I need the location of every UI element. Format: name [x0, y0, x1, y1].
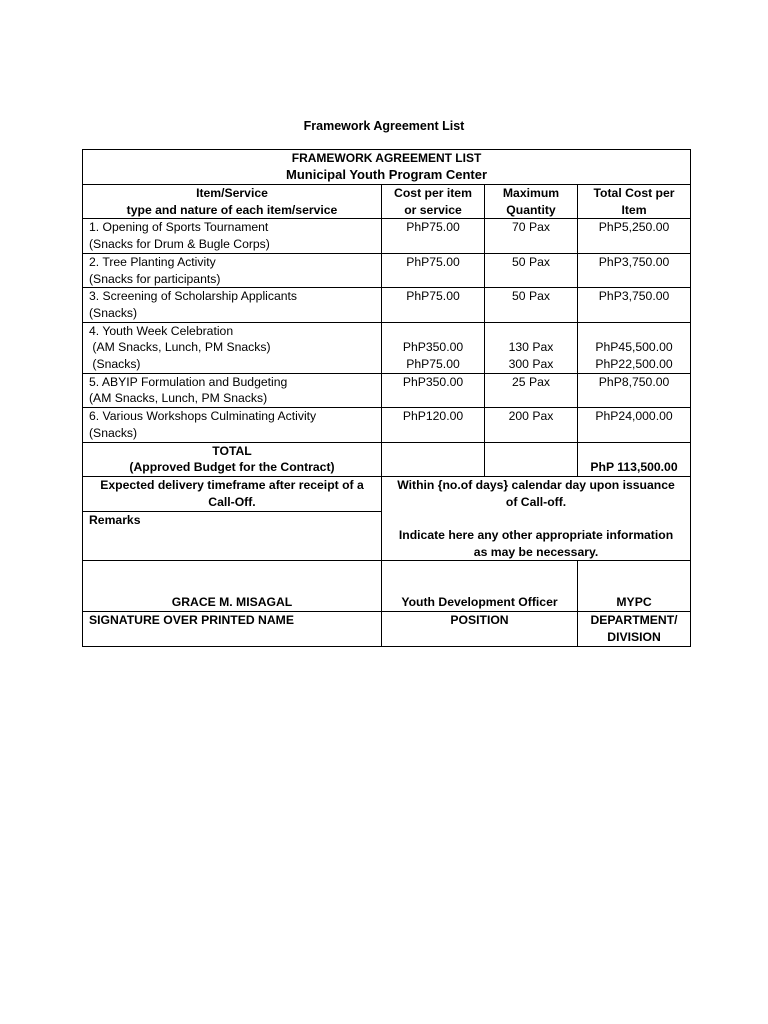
item-detail-2: (Snacks)	[89, 357, 141, 372]
department-label	[578, 612, 691, 646]
department-label-l2: DIVISION	[607, 630, 661, 645]
item-detail: (Snacks)	[89, 305, 138, 320]
total-value-cell	[578, 442, 691, 476]
table-row	[83, 219, 691, 253]
item-total: PhP5,250.00	[578, 219, 691, 253]
item-total-2: PhP22,500.00	[595, 357, 673, 372]
header-cost	[382, 185, 485, 219]
item-detail: (Snacks for participants)	[89, 271, 221, 286]
item-qty-2: 300 Pax	[508, 357, 554, 372]
delivery-value-l2: of Call-off.	[505, 494, 567, 509]
item-cost: PhP350.00	[382, 373, 485, 407]
item-title: 2. Tree Planting Activity	[89, 254, 216, 269]
header-qty-l1: Maximum	[502, 186, 560, 200]
item-title: 5. ABYIP Formulation and Budgeting	[89, 374, 288, 389]
signatory-position: Youth Development Officer	[382, 561, 578, 612]
delivery-label-l2: Call-Off.	[208, 494, 256, 509]
total-label	[83, 442, 382, 476]
item-cost-2: PhP75.00	[406, 357, 460, 372]
item-quantity: 50 Pax	[485, 288, 578, 322]
item-description	[83, 408, 382, 442]
item-quantity: 200 Pax	[485, 408, 578, 442]
delivery-remarks-value	[382, 476, 691, 561]
table-row	[83, 253, 691, 287]
item-total-1: PhP45,500.00	[595, 340, 673, 355]
position-label: POSITION	[382, 612, 578, 646]
document-title: Framework Agreement List	[303, 119, 465, 133]
total-label-l1: TOTAL	[212, 443, 252, 458]
header-item-service	[83, 185, 382, 219]
signatory-department: MYPC	[578, 561, 691, 612]
item-quantity: 70 Pax	[485, 219, 578, 253]
department-label-l1: DEPARTMENT/	[590, 613, 678, 628]
item-detail: (AM Snacks, Lunch, PM Snacks)	[89, 391, 268, 406]
header-quantity	[485, 185, 578, 219]
table-title-row	[83, 150, 691, 185]
item-cost: PhP75.00	[382, 288, 485, 322]
table-row	[83, 408, 691, 442]
item-total: PhP24,000.00	[578, 408, 691, 442]
item-description	[83, 253, 382, 287]
signatory-name: GRACE M. MISAGAL	[83, 561, 382, 612]
header-total	[578, 185, 691, 219]
total-label-l2: (Approved Budget for the Contract)	[129, 460, 335, 475]
item-quantity: 25 Pax	[485, 373, 578, 407]
item-cost: PhP120.00	[382, 408, 485, 442]
item-total: PhP3,750.00	[578, 253, 691, 287]
table-title: FRAMEWORK AGREEMENT LIST	[291, 151, 482, 165]
delivery-label	[83, 476, 382, 511]
header-cost-l1: Cost per item	[394, 186, 472, 200]
column-header-row	[83, 185, 691, 219]
delivery-label-l1: Expected delivery timeframe after receipt of a	[100, 477, 364, 492]
item-total: PhP8,750.00	[578, 373, 691, 407]
total-qty-empty	[485, 442, 578, 476]
remarks-label: Remarks	[83, 512, 382, 561]
signature-label: SIGNATURE OVER PRINTED NAME	[83, 612, 382, 646]
item-quantity: 50 Pax	[485, 253, 578, 287]
item-title: 3. Screening of Scholarship Applicants	[89, 289, 297, 304]
header-total-l1: Total Cost per	[593, 186, 675, 200]
signatory-row	[83, 561, 691, 612]
item-cost-1: PhP350.00	[402, 340, 464, 355]
item-description	[83, 219, 382, 253]
table-row	[83, 322, 691, 373]
item-description	[83, 288, 382, 322]
item-title: 6. Various Workshops Culminating Activity	[89, 409, 317, 424]
item-qty-1: 130 Pax	[508, 340, 554, 355]
total-cost-empty	[382, 442, 485, 476]
header-item-l1: Item/Service	[196, 186, 268, 200]
item-detail: (Snacks)	[89, 425, 138, 440]
item-total: PhP3,750.00	[578, 288, 691, 322]
item-description	[83, 373, 382, 407]
item-title: 4. Youth Week Celebration	[89, 323, 234, 338]
header-cost-l2: or service	[404, 202, 462, 217]
framework-agreement-table	[82, 149, 691, 647]
item-title: 1. Opening of Sports Tournament	[89, 220, 269, 235]
item-cost: PhP75.00	[382, 253, 485, 287]
item-total	[578, 322, 691, 373]
item-description	[83, 322, 382, 373]
table-row	[83, 288, 691, 322]
item-quantity	[485, 322, 578, 373]
item-cost	[382, 322, 485, 373]
total-value: PhP 113,500.00	[590, 460, 678, 475]
office-name: Municipal Youth Program Center	[286, 166, 488, 182]
header-item-l2: type and nature of each item/service	[126, 202, 338, 217]
item-cost: PhP75.00	[382, 219, 485, 253]
table-title-cell	[83, 150, 691, 185]
delivery-value-l1: Within {no.of days} calendar day upon issuance	[397, 477, 675, 492]
table-row	[83, 373, 691, 407]
total-row	[83, 442, 691, 476]
header-total-l2: Item	[621, 202, 647, 217]
header-qty-l2: Quantity	[506, 202, 556, 217]
item-detail: (AM Snacks, Lunch, PM Snacks)	[89, 340, 271, 355]
remarks-value-l2: as may be necessary.	[473, 544, 599, 559]
remarks-value-l1: Indicate here any other appropriate information	[398, 528, 674, 543]
delivery-row	[83, 476, 691, 511]
signatory-label-row	[83, 612, 691, 646]
item-detail: (Snacks for Drum & Bugle Corps)	[89, 237, 270, 252]
